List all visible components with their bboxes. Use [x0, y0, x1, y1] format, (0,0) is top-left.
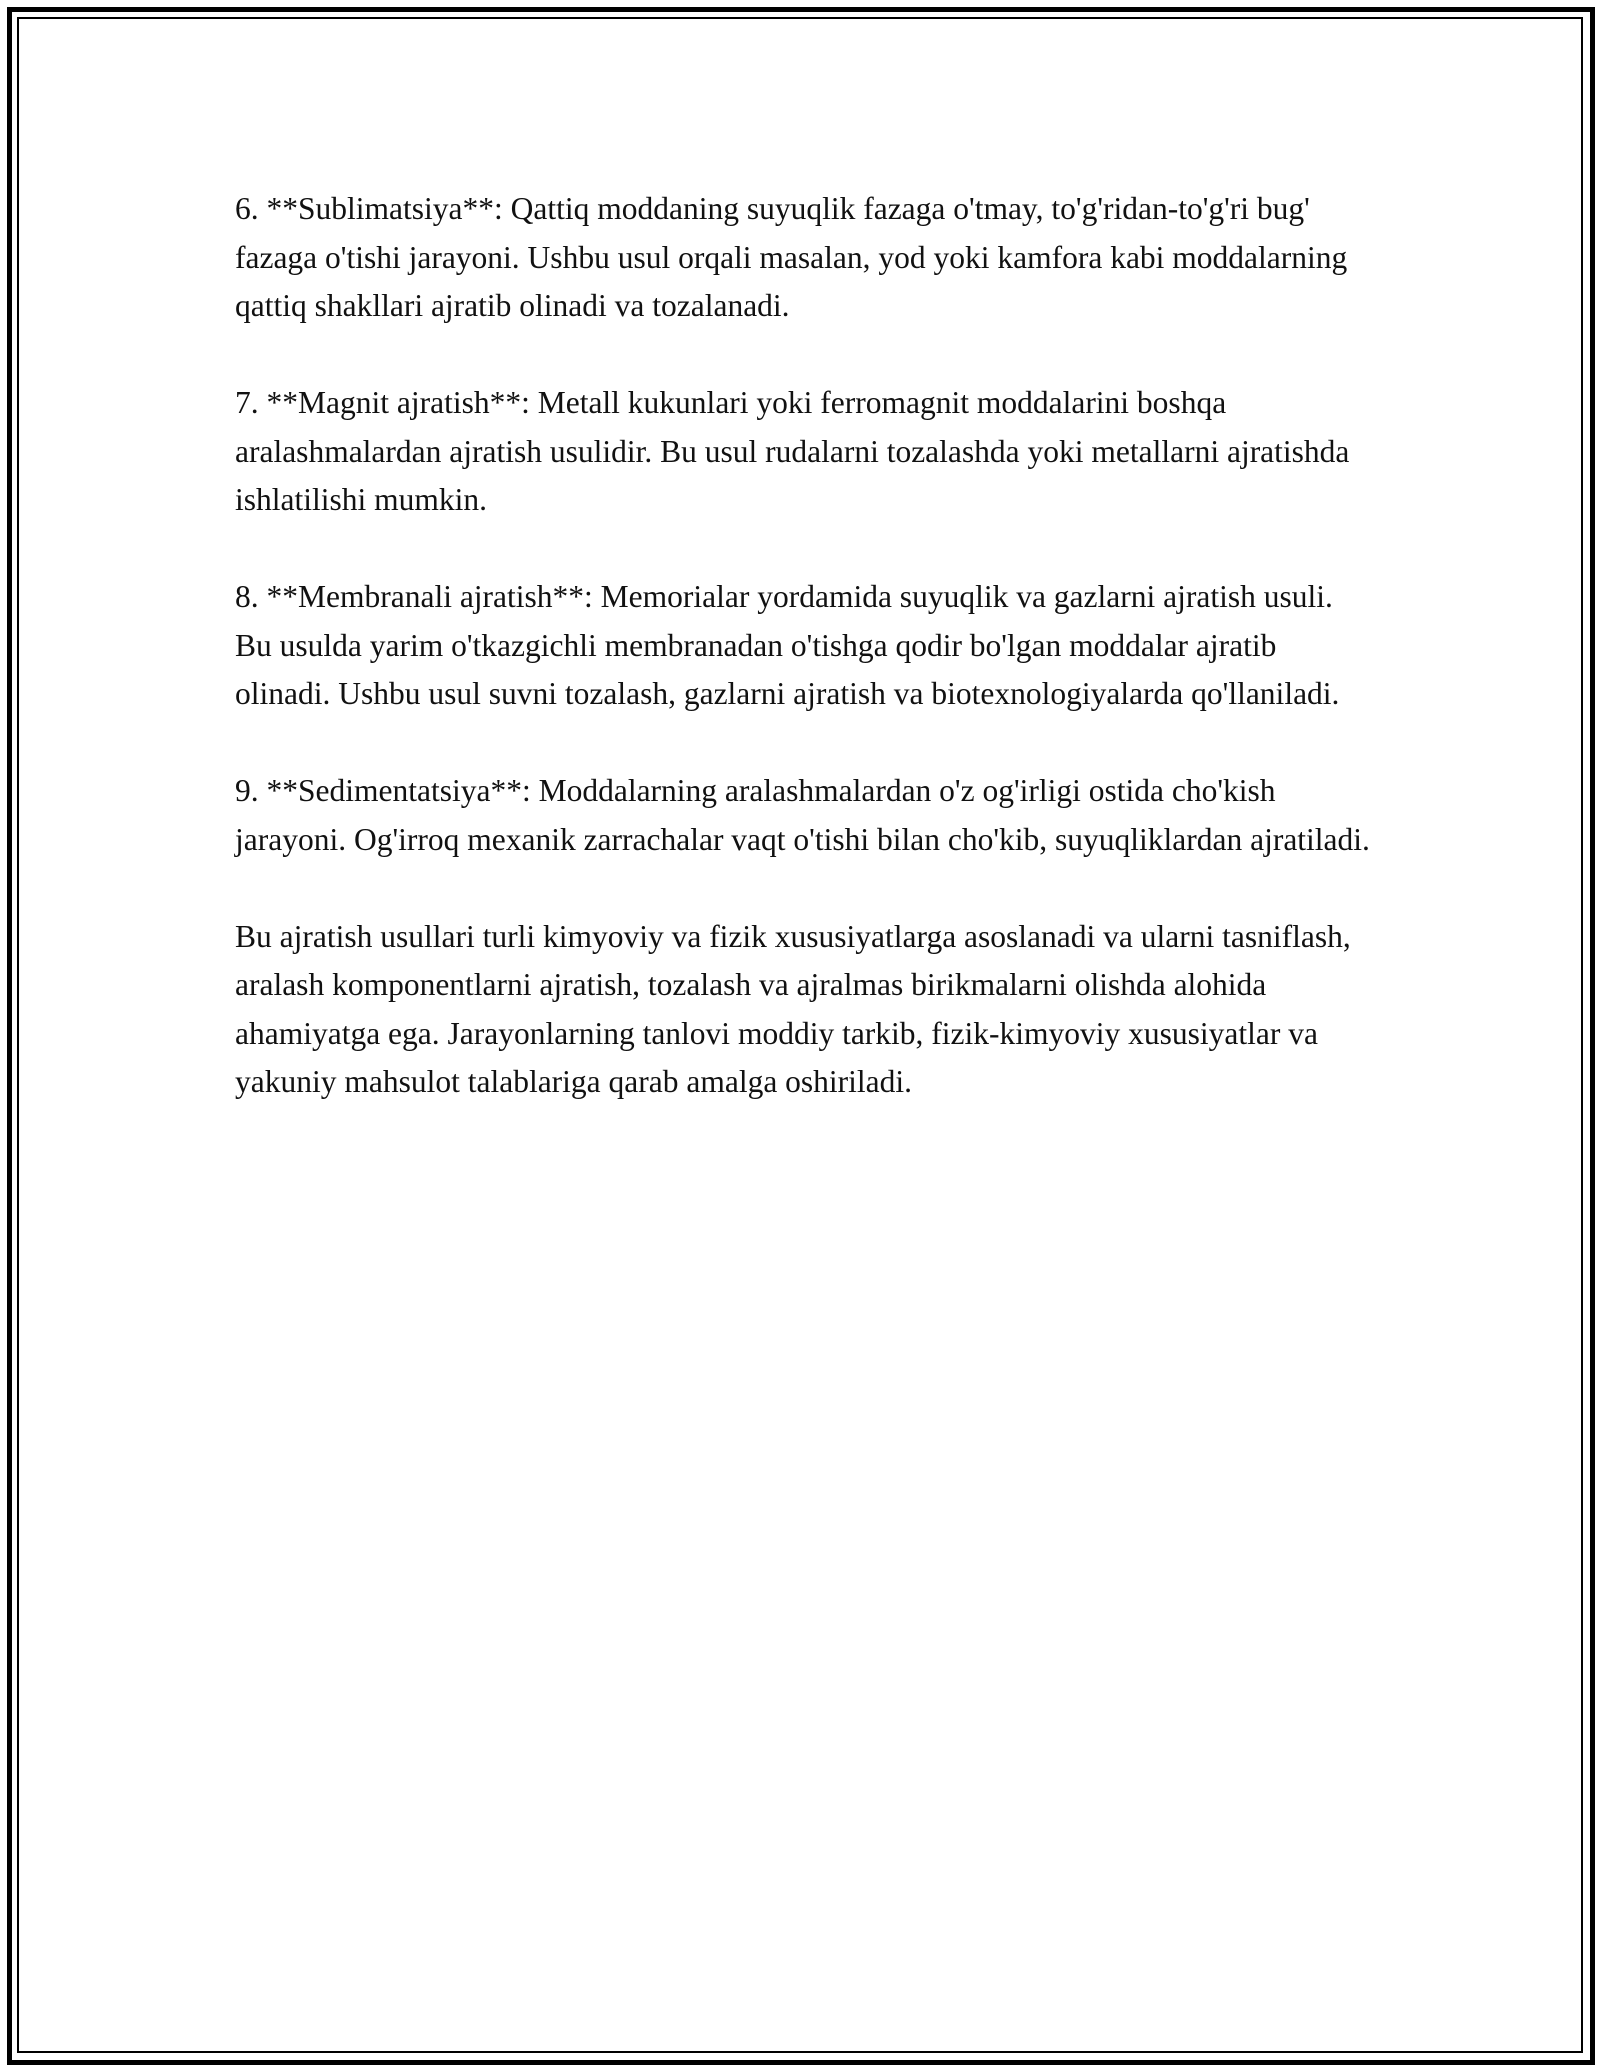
paragraph-magnit-ajratish: 7. **Magnit ajratish**: Metall kukunlari yoki ferromagnit moddalarini boshqa aralashmalardan ajratish usulidir. Bu usul rudalarni tozalashda yoki metallarni ajratishda ishlatilishi mumkin. [235, 385, 1350, 517]
paragraph-conclusion: Bu ajratish usullari turli kimyoviy va fizik xususiyatlarga asoslanadi va ularni tasniflash, aralash komponentlarni ajratish, tozalash va ajralmas birikmalarni olishda alohida ahamiyatga ega. Jarayonlarning tanlovi moddiy tarkib, fizik-kimyoviy xususiyatlar va yakuniy mahsulot talablariga qarab amalga oshiriladi. [235, 918, 1351, 1099]
paragraph-sublimatsiya: 6. **Sublimatsiya**: Qattiq moddaning suyuqlik fazaga o'tmay, to'g'ridan-to'g'ri bug' fazaga o'tishi jarayoni. Ushbu usul orqali masalan, yod yoki kamfora kabi moddalarning qattiq shakllari ajratib olinadi va tozalanadi. [235, 191, 1348, 323]
document-body [235, 185, 1375, 1155]
paragraph-membranali-ajratish: 8. **Membranali ajratish**: Memorialar yordamida suyuqlik va gazlarni ajratish usuli. Bu usulda yarim o'tkazgichli membranadan o'tishga qodir bo'lgan moddalar ajratib olinadi. Ushbu usul suvni tozalash, gazlarni ajratish va biotexnologiyalarda qo'llaniladi. [235, 579, 1340, 711]
paragraph-sedimentatsiya: 9. **Sedimentatsiya**: Moddalarning aralashmalardan o'z og'irligi ostida cho'kish jarayoni. Og'irroq mexanik zarrachalar vaqt o'tishi bilan cho'kib, suyuqliklardan ajratiladi. [235, 773, 1370, 857]
